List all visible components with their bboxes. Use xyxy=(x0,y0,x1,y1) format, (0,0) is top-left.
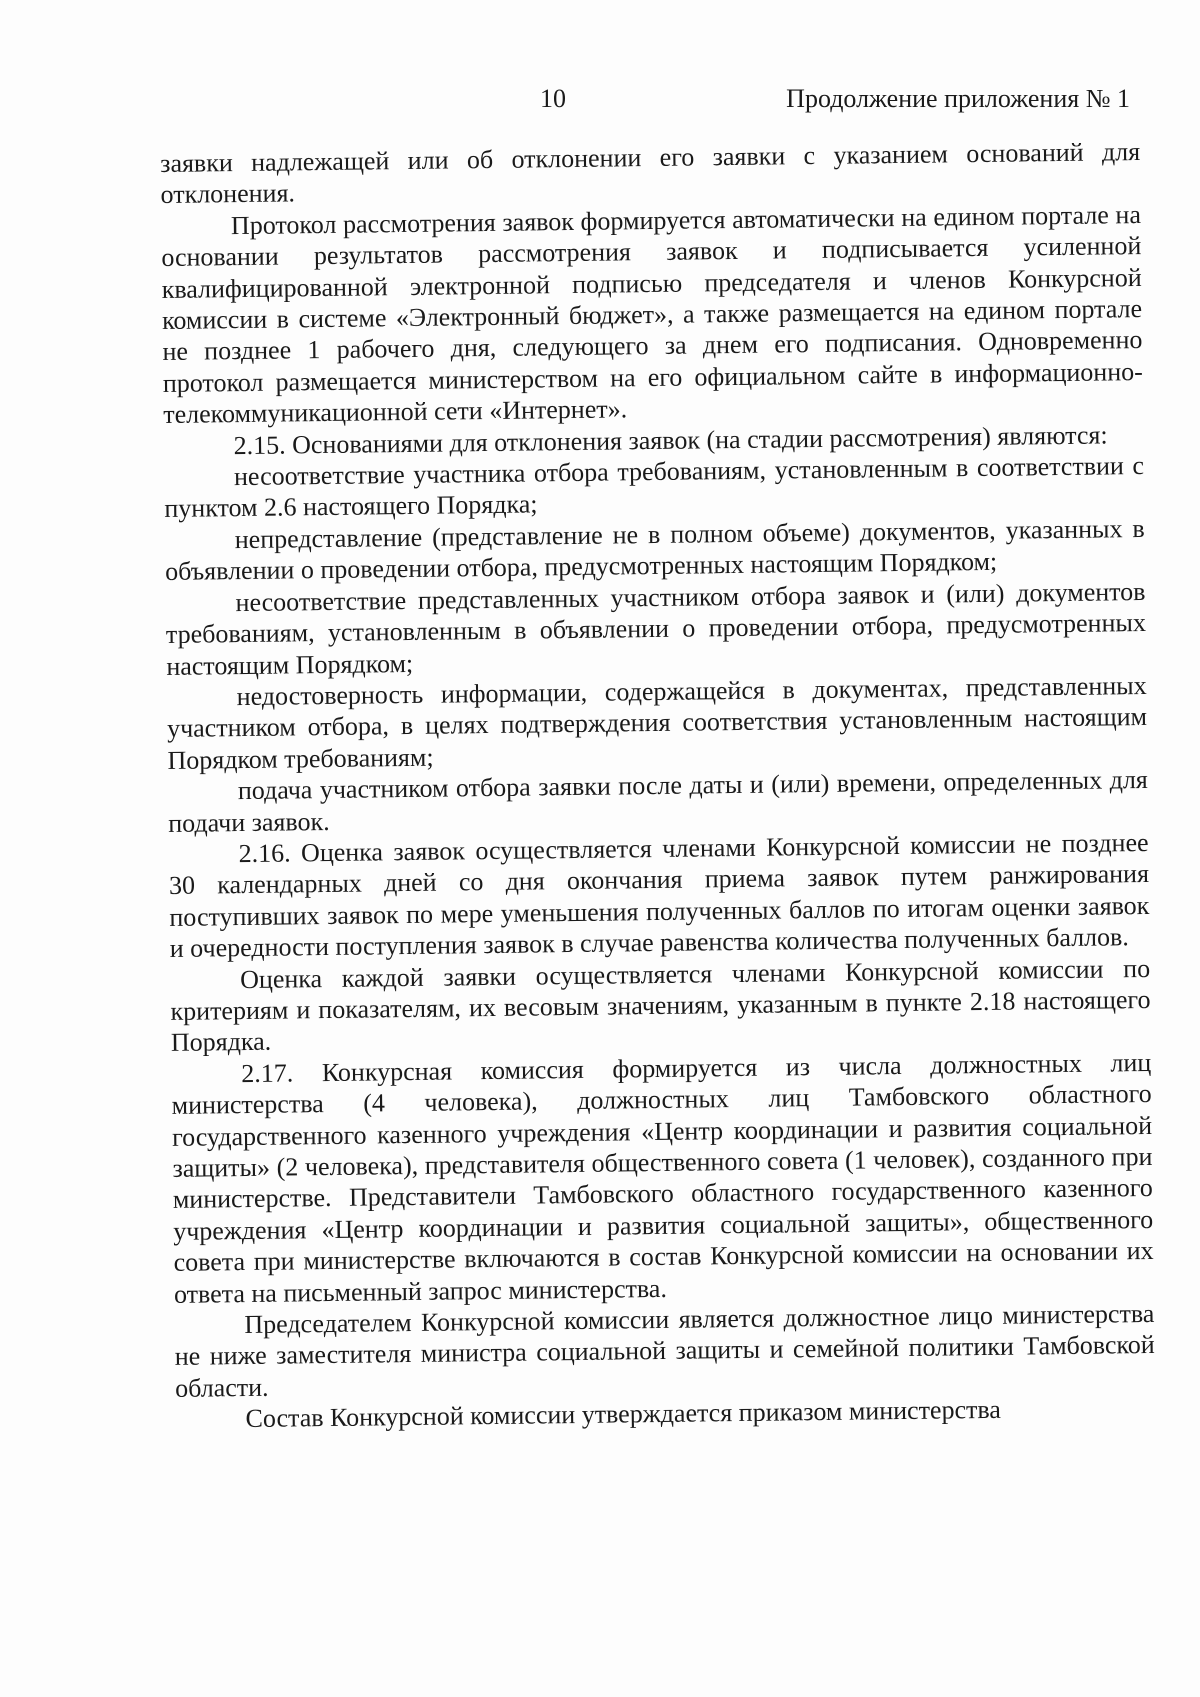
paragraph: заявки надлежащей или об отклонении его заявки с указанием оснований для отклонения. xyxy=(160,137,1141,210)
paragraph: несоответствие представленных участником отбора заявок и (или) документов требованиям, установленным в объявлении о проведении отбора, предусмотренных настоящим Порядком; xyxy=(165,576,1147,681)
paragraph: 2.16. Оценка заявок осуществляется членами Конкурсной комиссии не позднее 30 календарных дней со дня окончания приема заявок путем ранжирования поступивших заявок по мере уменьшения полученных баллов по итогам оценки заявок и очередности поступления заявок в случае равенства количества полученных баллов. xyxy=(168,827,1150,964)
paragraph: 2.17. Конкурсная комиссия формируется из числа должностных лиц министерства (4 человека), должностных лиц Тамбовского областного государственного казенного учреждения «Центр координации и развития социальной защиты» (2 человека), представителя общественного совета (1 человек), созданного при министерстве. Представители Тамбовского областного государственного казенного учреждения «Центр координации и развития социальной защиты», общественного совета при министерстве включаются в состав Конкурсной комиссии на основании их ответа на письменный запрос министерства. xyxy=(171,1047,1154,1309)
paragraph: несоответствие участника отбора требованиям, установленным в соответствии с пунктом 2.6 настоящего Порядка; xyxy=(164,451,1145,524)
paragraph: подача участником отбора заявки после даты и (или) времени, определенных для подачи заявок. xyxy=(168,765,1148,838)
continuation-label: Продолжение приложения № 1 xyxy=(786,84,1130,113)
page-number: 10 xyxy=(540,84,566,113)
paragraph: непредставление (представление не в полном объеме) документов, указанных в объявлении о проведении отбора, предусмотренных настоящим Порядком; xyxy=(165,513,1145,587)
paragraph: недостоверность информации, содержащейся в документах, представленных участником отбора, в целях подтверждения соответствия установленным настоящим Порядком требованиям; xyxy=(166,670,1148,775)
page-header xyxy=(0,84,1200,124)
paragraph: Состав Конкурсной комиссии утверждается приказом министерства xyxy=(245,1395,1002,1434)
paragraph: Оценка каждой заявки осуществляется членами Конкурсной комиссии по критериям и показателям, их весовым значениям, указанным в пункте 2.18 настоящего Порядка. xyxy=(170,953,1151,1058)
document-body xyxy=(160,136,1156,1436)
paragraph: Протокол рассмотрения заявок формируется автоматически на едином портале на основании результатов рассмотрения заявок и подписывается усиленной квалифицированной электронной подписью председателя и членов Конкурсной комиссии в системе «Электронный бюджет», а также размещается на едином портале не позднее 1 рабочего дня, следующего за днем его подписания. Одновременно протокол размещается министерством на его официальном сайте в информационно-телекоммуникационной сети «Интернет». xyxy=(161,199,1143,430)
paragraph: Председателем Конкурсной комиссии является должностное лицо министерства не ниже заместителя министра социальной защиты и семейной политики Тамбовской области. xyxy=(174,1298,1155,1403)
paragraph: 2.15. Основаниями для отклонения заявок (на стадии рассмотрения) являются: xyxy=(233,420,1108,460)
